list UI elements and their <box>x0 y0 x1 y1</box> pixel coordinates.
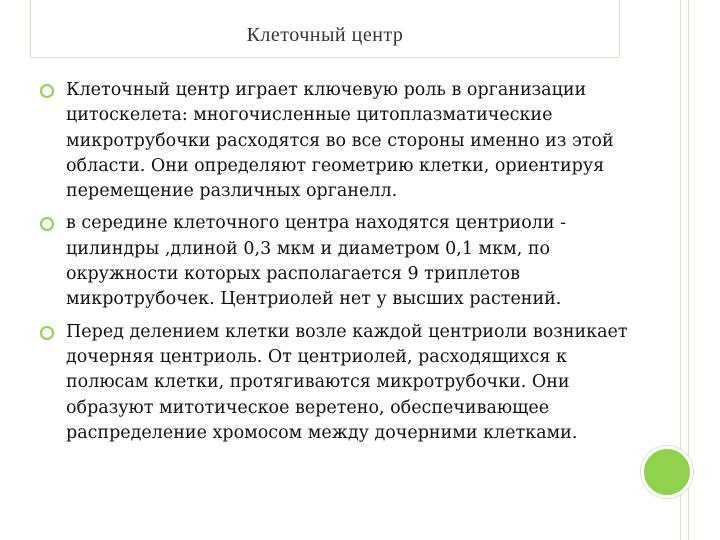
open-circle-icon <box>38 324 56 342</box>
open-circle-icon <box>38 215 56 233</box>
bullet-text: в середине клеточного центра находятся центриоли - цилиндры ,длиной 0,3 мкм и диаметром 0,1 мкм, по окружности которых располагается 9 триплетов микротрубочек. Центриолей нет у высших растений. <box>66 213 566 310</box>
bullet-item <box>30 78 642 204</box>
title-frame <box>30 0 620 58</box>
bullet-item <box>30 211 642 312</box>
decorative-circle <box>641 446 693 498</box>
slide-title: Клеточный центр <box>246 24 404 46</box>
bullet-text: Клеточный центр играет ключевую роль в организации цитоскелета: многочисленные цитоплазматические микротрубочки расходятся во все стороны именно из этой области. Они определяют геометрию клетки, ориентируя перемещение различных органелл. <box>66 80 614 202</box>
bullet-item <box>30 320 642 446</box>
bullet-text: Перед делением клетки возле каждой центриоли возникает дочерняя центриоль. От центриолей, расходящихся к полюсам клетки, протягиваются микротрубочки. Они образуют митотическое веретено, обеспечивающее распределение хромосом между дочерними клетками. <box>66 321 628 443</box>
bullet-list <box>30 78 642 453</box>
open-circle-icon <box>38 82 56 100</box>
